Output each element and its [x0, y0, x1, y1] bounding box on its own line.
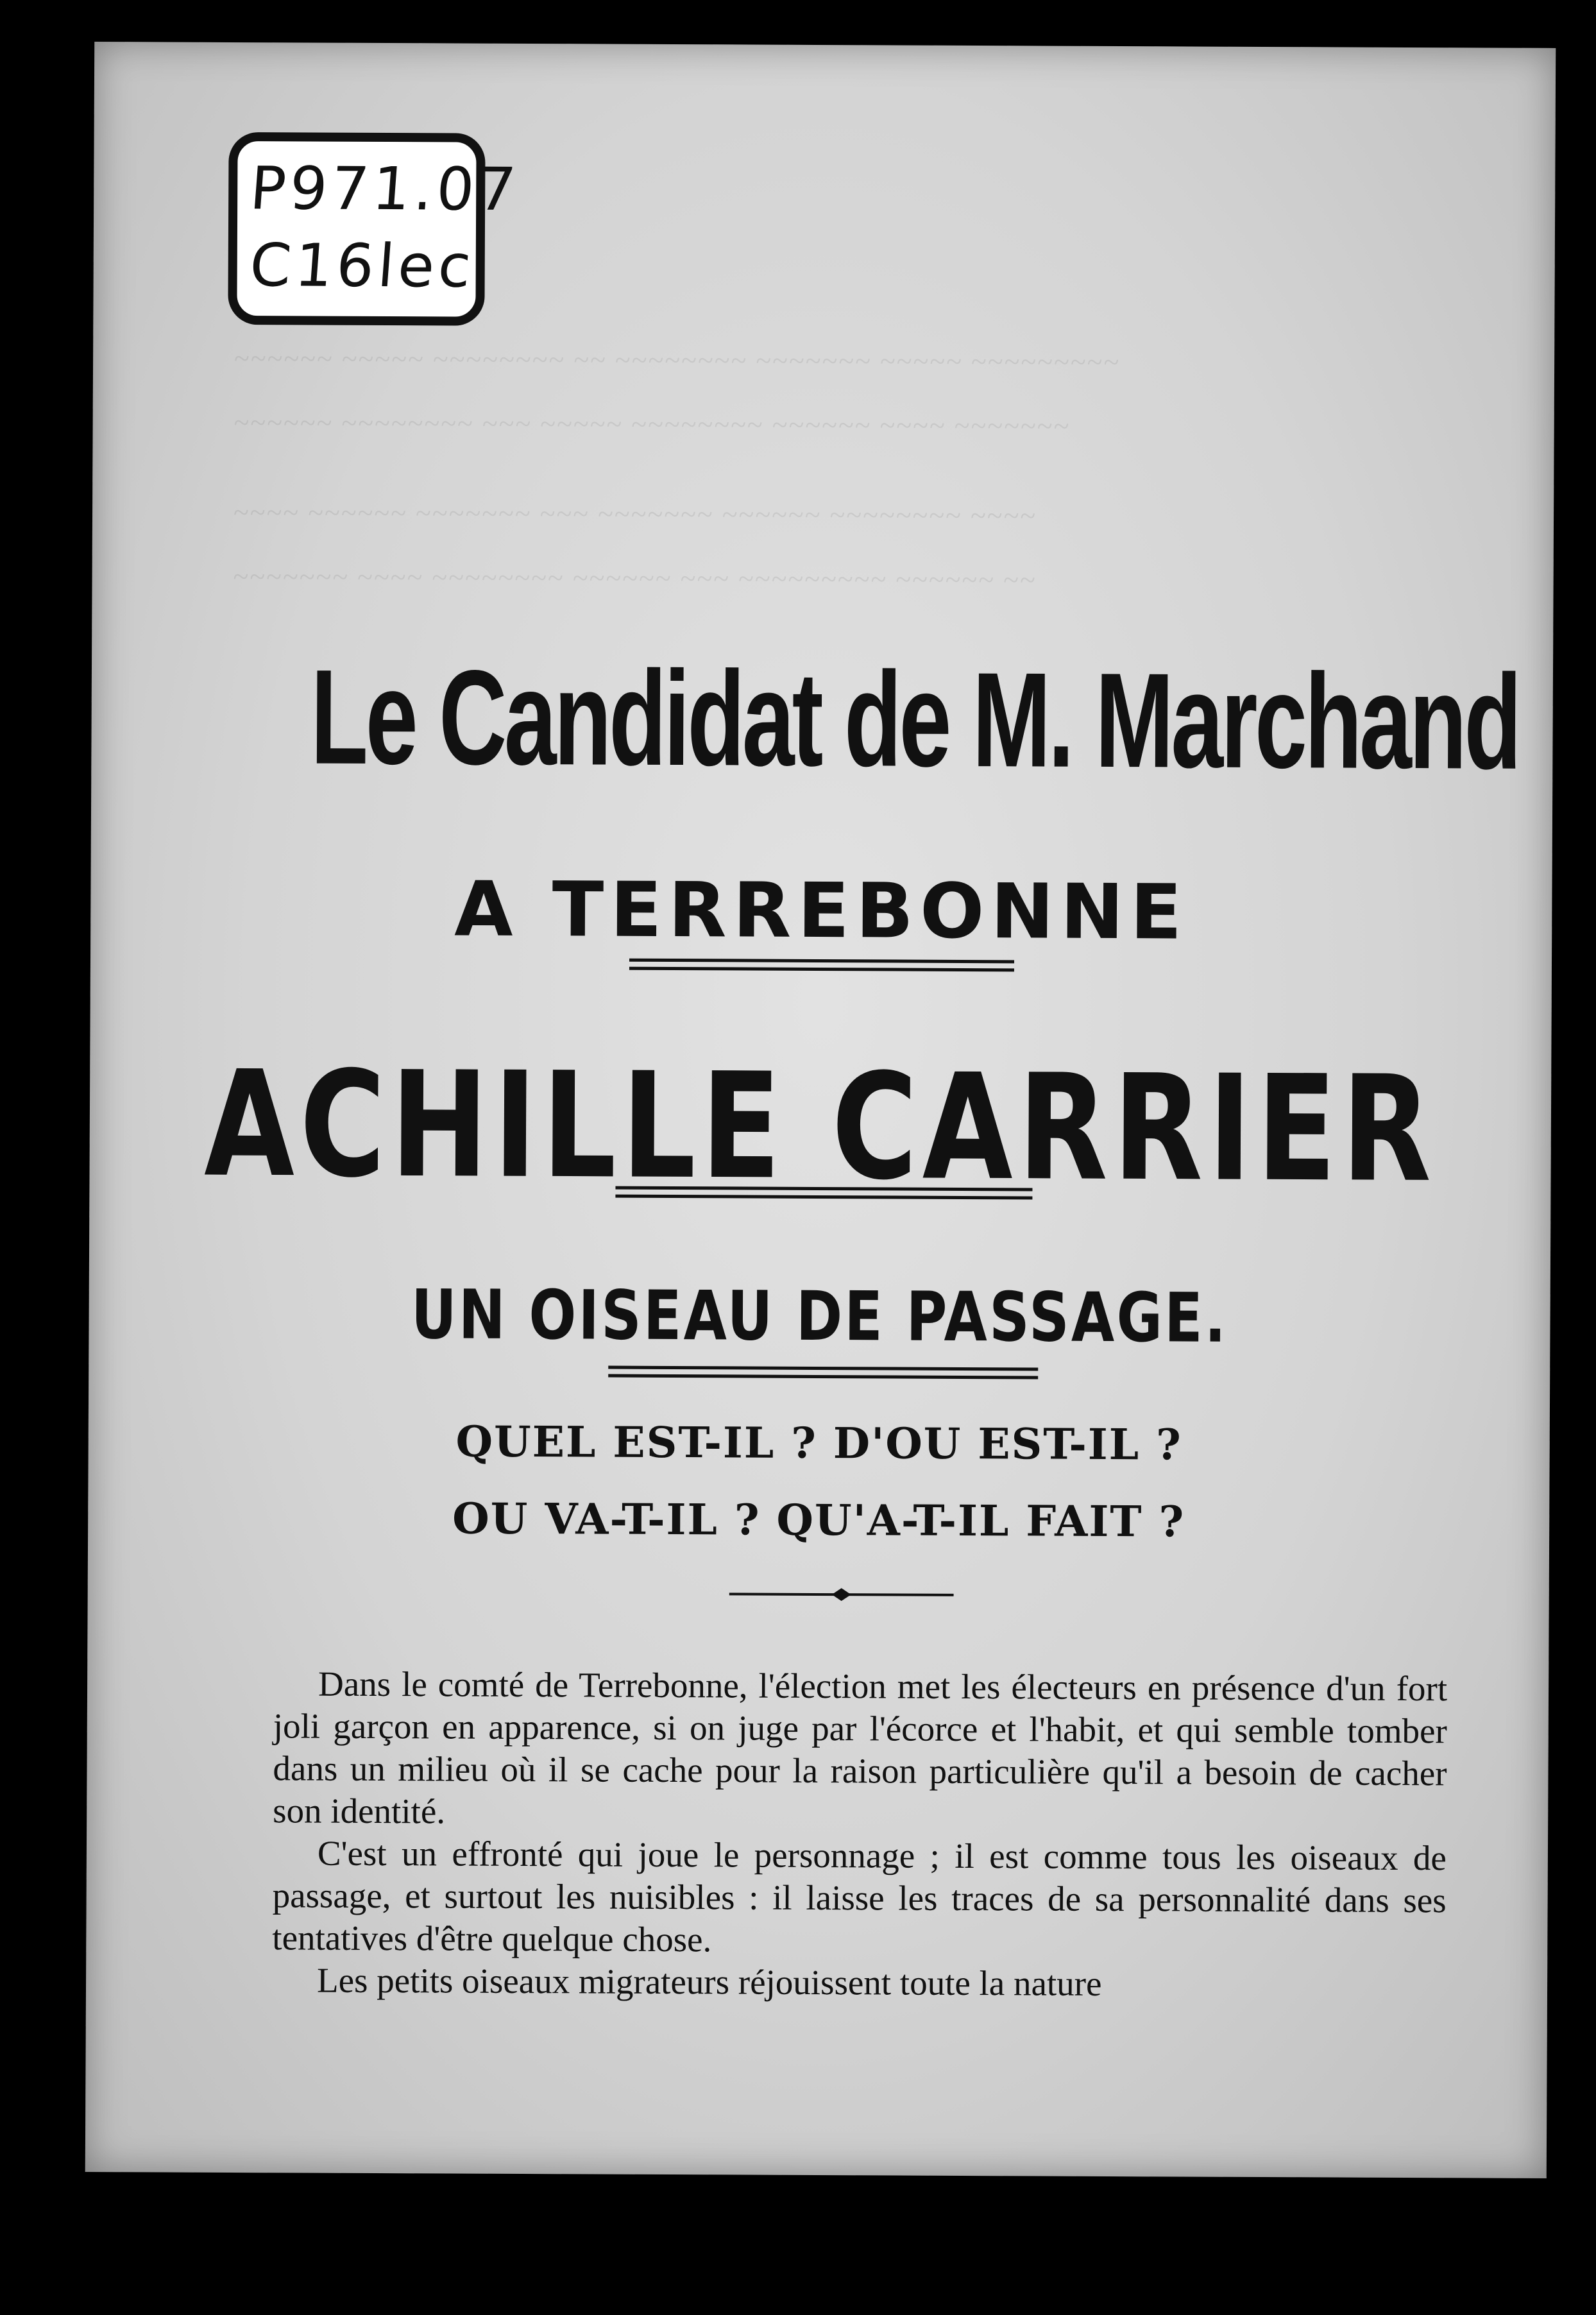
- bleed-through-texture: ~~~~~~~ ~~~~ ~~~~~~~~ ~~~~~~ ~~~ ~~~~~~~~~ ~~~~~~ ~~: [233, 560, 1037, 596]
- candidate-name: ACHILLE CARRIER: [203, 1039, 1437, 1215]
- body-paragraph-2: C'est un effronté qui joue le personnage ; il est comme tous les oiseaux de passage, et surtout les nuisibles : il laisse les traces de sa personnalité dans ses tentatives d'être quelque chose.: [272, 1833, 1447, 1960]
- document-title: Le Candidat de M. Marchand: [310, 641, 1520, 798]
- document-subtitle: A TERREBONNE: [454, 864, 1189, 957]
- ornament-divider: [729, 1584, 954, 1605]
- double-rule-divider: [615, 1186, 1032, 1200]
- library-call-number-stamp: [228, 132, 522, 326]
- bleed-through-texture: ~~~~~~ ~~~~~~~~ ~~~ ~~~~~ ~~~~~~~~ ~~~~~~ ~~~~ ~~~~~~~: [233, 407, 1071, 442]
- document-page: [85, 42, 1556, 2178]
- bleed-through-texture: ~~~~ ~~~~~~ ~~~~~~~ ~~~ ~~~~~~~ ~~~~~~ ~~~~~~~~ ~~~~: [233, 496, 1037, 532]
- double-rule-divider: [608, 1366, 1038, 1380]
- question-line-1: QUEL EST-IL ? D'OU EST-IL ?: [455, 1416, 1182, 1470]
- question-line-2: OU VA-T-IL ? QU'A-T-IL FAIT ?: [452, 1493, 1185, 1547]
- tagline-heading: UN OISEAU DE PASSAGE.: [411, 1275, 1228, 1358]
- double-rule-divider: [629, 959, 1014, 972]
- body-paragraph-3: Les petits oiseaux migrateurs réjouissent toute la nature: [316, 1960, 1102, 2003]
- body-text: [272, 1662, 1447, 2006]
- body-paragraph-1: Dans le comté de Terrebonne, l'élection met les électeurs en présence d'un fort joli garçon en apparence, si on juge par l'écorce et l'habit, et qui semble tomber dans un milieu où il se cache pour la raison particulière qu'il a besoin de cacher son identité.: [273, 1664, 1448, 1831]
- call-number-line1: P971.07: [248, 154, 522, 224]
- call-number-line2: C16lec: [247, 231, 477, 301]
- bleed-through-texture: ~~~~~~ ~~~~~ ~~~~~~~~ ~~ ~~~~~~~~ ~~~~~~~ ~~~~~ ~~~~~~~~~: [233, 343, 1121, 379]
